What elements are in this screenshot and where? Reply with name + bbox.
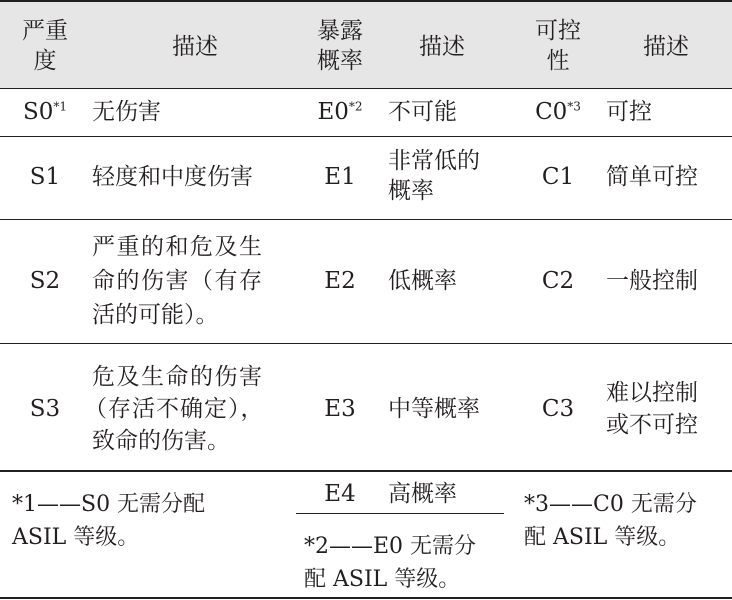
control-code xyxy=(520,97,596,127)
control-code: C3 xyxy=(541,396,575,422)
footnote-text: *3——C0 无需分 xyxy=(524,492,697,517)
footnote-marker: *2 xyxy=(348,99,363,114)
control-desc: 简单可控 xyxy=(606,164,698,190)
severity-code: S1 xyxy=(29,164,61,190)
control-code: C2 xyxy=(541,268,575,294)
footnote-text: *2——E0 无需分 xyxy=(304,534,477,559)
control-code: C1 xyxy=(541,164,575,190)
severity-desc: 严重的和危及生 xyxy=(92,234,264,260)
exposure-desc: 非常低的 xyxy=(388,148,480,174)
exposure-desc: 高概率 xyxy=(388,481,457,507)
header-text: 性 xyxy=(546,48,570,74)
severity-desc: 无伤害 xyxy=(92,99,161,125)
exposure-desc: 中等概率 xyxy=(388,396,480,422)
footnote-text: 配 ASIL 等级。 xyxy=(304,567,461,592)
header-desc-severity: 描述 xyxy=(172,34,218,60)
control-desc: 或不可控 xyxy=(606,412,698,438)
row-rule xyxy=(0,136,732,137)
exposure-code: E1 xyxy=(324,164,356,190)
header-text: 严重 xyxy=(22,18,68,44)
severity-desc: 危及生命的伤害 xyxy=(92,364,264,390)
footnote-marker: *3 xyxy=(567,99,581,114)
header-desc-controllability: 描述 xyxy=(643,34,689,60)
code-text: E0 xyxy=(317,99,349,125)
header-rule xyxy=(0,88,732,89)
exposure-desc: 概率 xyxy=(388,178,434,204)
footnote-marker: *1 xyxy=(53,99,68,114)
severity-code: S3 xyxy=(29,396,61,422)
exposure-desc: 不可能 xyxy=(388,99,457,125)
footnote-2 xyxy=(304,530,476,596)
header-exposure xyxy=(300,16,380,76)
bottom-rule xyxy=(0,597,732,599)
header-text: 可控 xyxy=(535,18,581,44)
e4-rule xyxy=(296,513,504,514)
footnote-text: ASIL 等级。 xyxy=(12,525,140,550)
severity-code: S2 xyxy=(29,268,61,294)
header-desc-exposure: 描述 xyxy=(419,34,465,60)
code-text: C0 xyxy=(535,99,568,125)
severity-desc: 致命的伤害。 xyxy=(92,428,230,454)
exposure-code: E3 xyxy=(324,396,356,422)
control-desc: 难以控制 xyxy=(606,380,698,406)
header-text: 概率 xyxy=(317,48,363,74)
severity-desc: 命的伤害（有存 xyxy=(92,268,264,294)
exposure-code: E2 xyxy=(324,268,356,294)
code-text: S0 xyxy=(22,99,54,125)
exposure-code: E4 xyxy=(324,481,356,507)
top-rule xyxy=(0,0,732,2)
severity-code xyxy=(8,97,82,127)
footnote-1 xyxy=(12,488,205,554)
row-rule xyxy=(0,470,732,472)
header-controllability xyxy=(520,16,596,76)
row-rule xyxy=(0,343,732,344)
severity-desc: 活的可能）。 xyxy=(92,302,219,328)
severity-desc: 轻度和中度伤害 xyxy=(92,164,253,190)
severity-desc: （存活不确定）， xyxy=(84,396,265,422)
footnote-text: 配 ASIL 等级。 xyxy=(524,525,681,550)
row-rule xyxy=(0,219,732,220)
control-desc: 一般控制 xyxy=(606,268,698,294)
header-text: 度 xyxy=(33,48,57,74)
exposure-desc: 低概率 xyxy=(388,268,457,294)
exposure-code xyxy=(300,97,380,127)
footnote-3 xyxy=(524,488,697,554)
header-severity xyxy=(8,16,82,76)
control-desc: 可控 xyxy=(606,99,652,125)
footnote-text: *1——S0 无需分配 xyxy=(12,492,206,517)
header-text: 暴露 xyxy=(317,18,363,44)
